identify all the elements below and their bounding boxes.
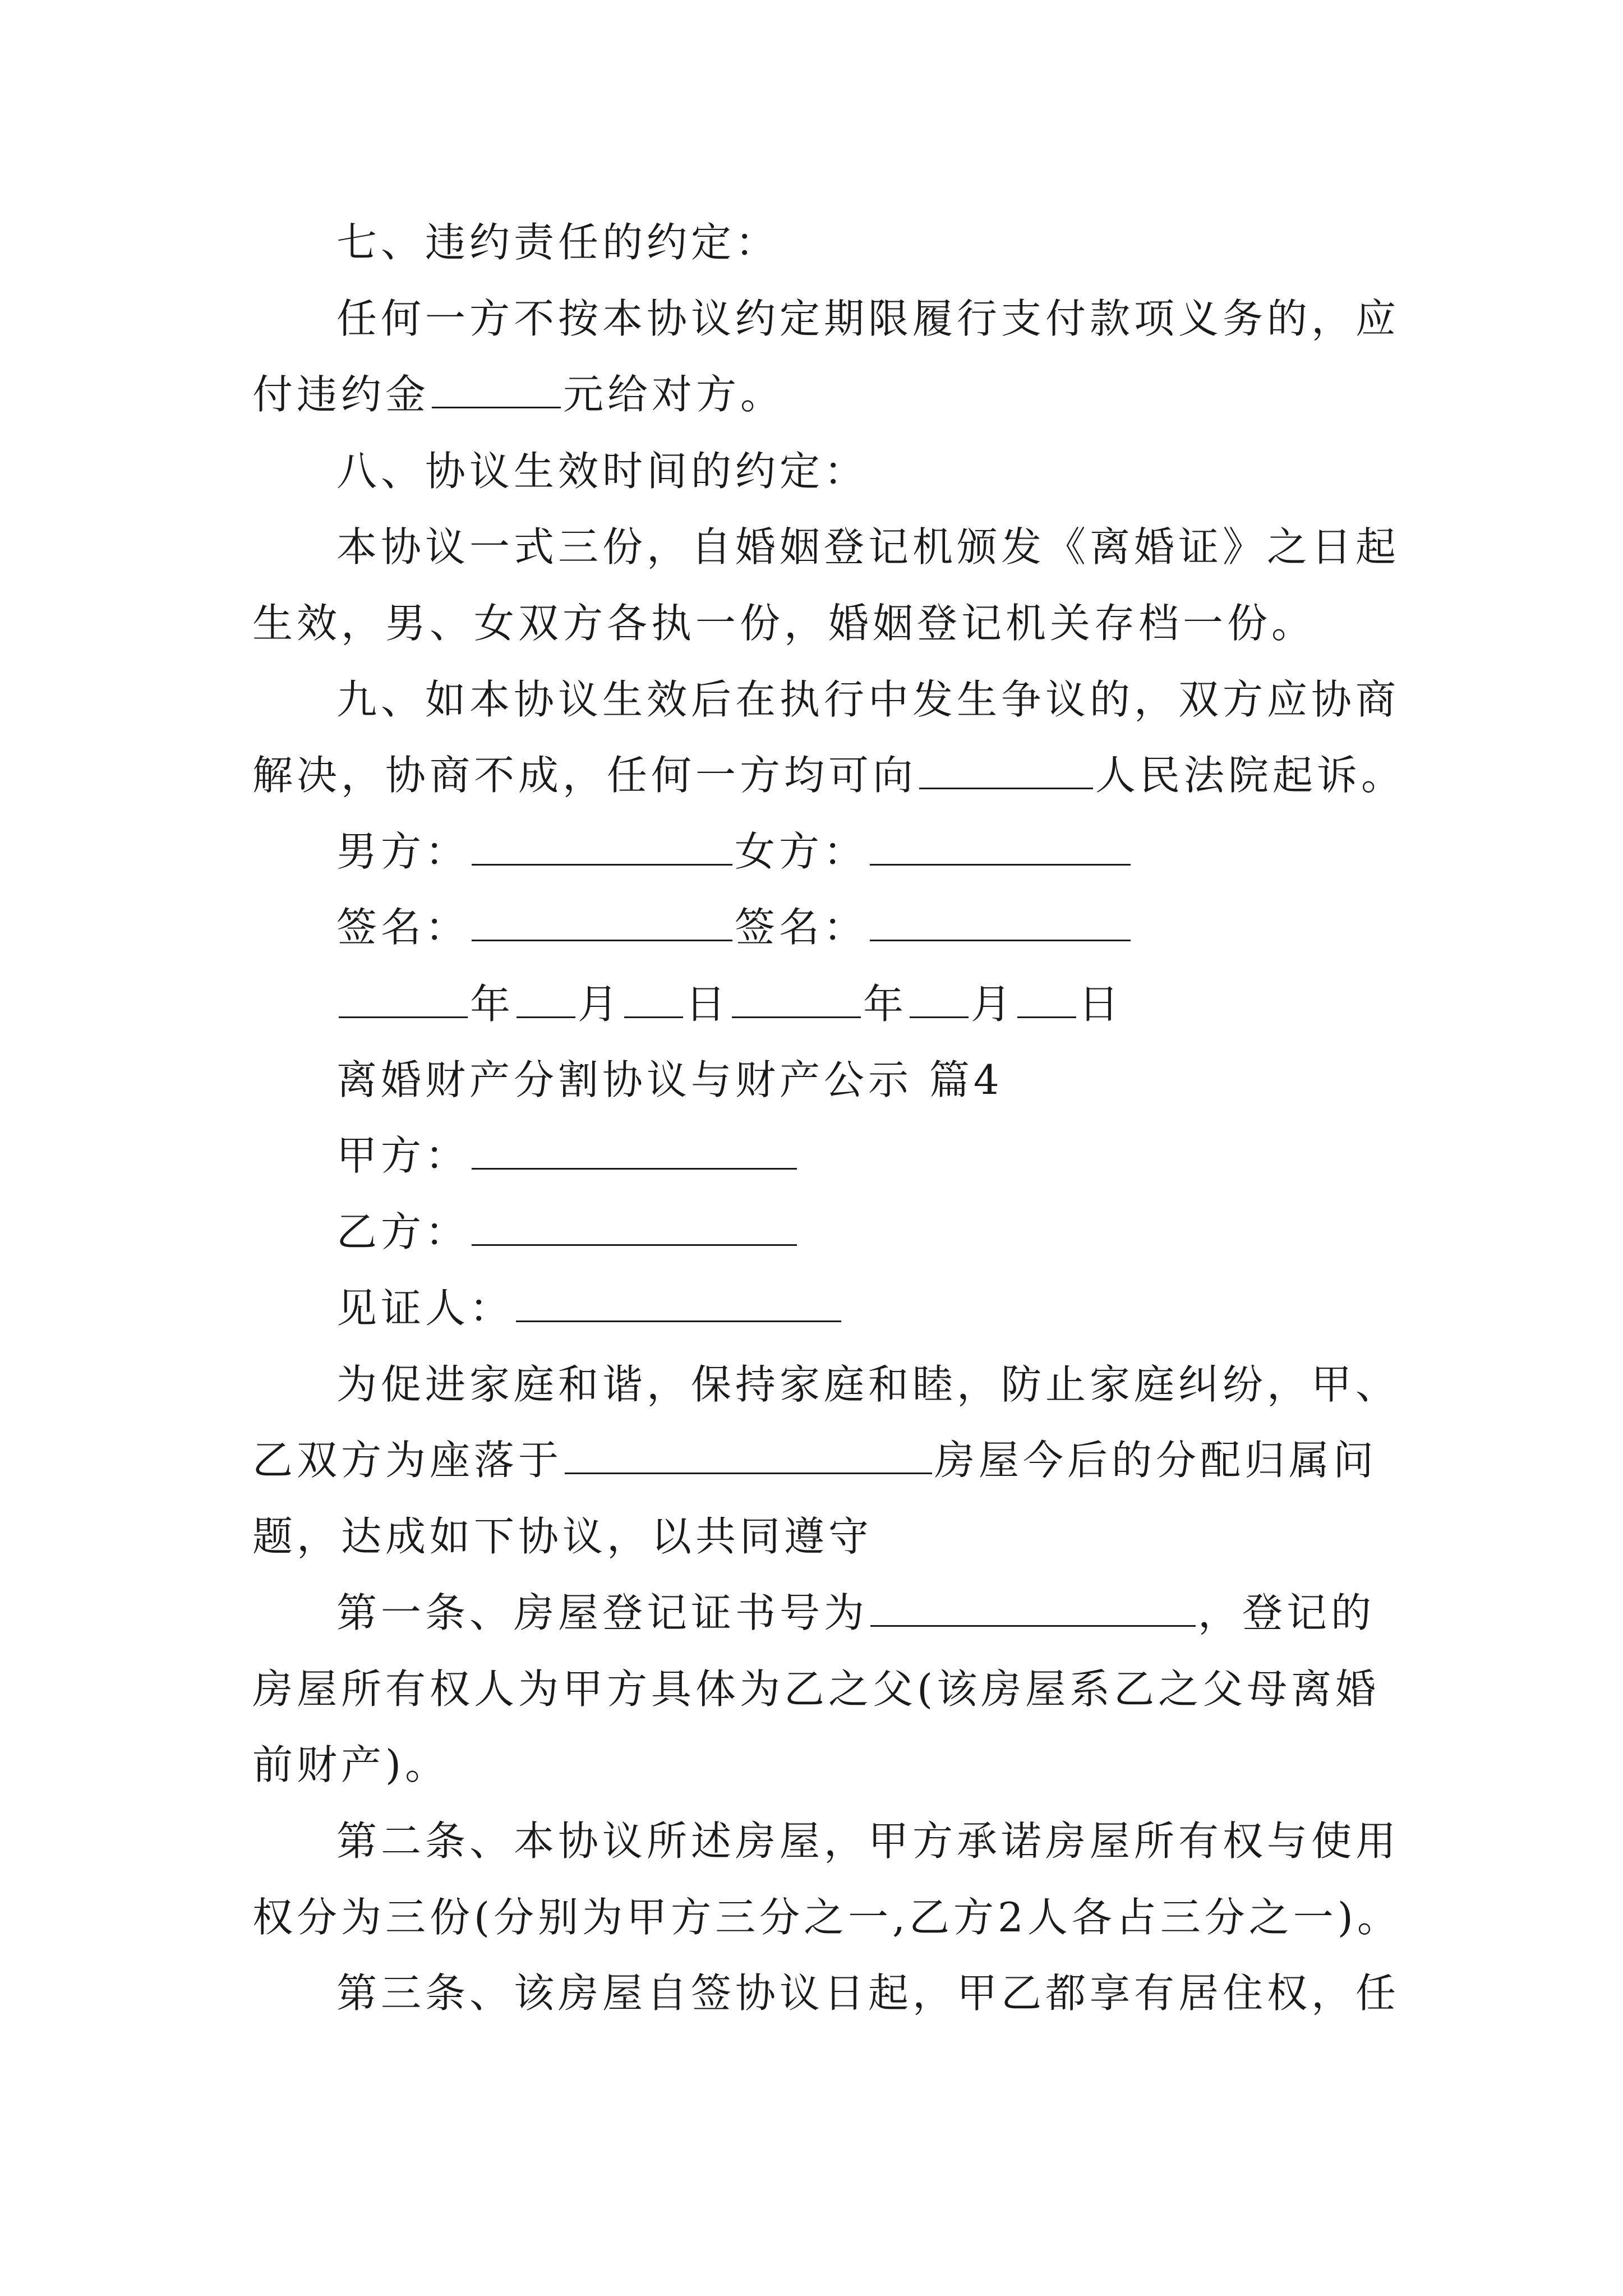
section-8-line-2-text: 生效，男、女双方各执一份，婚姻登记机关存档一份。 bbox=[252, 600, 1316, 647]
article-3-line-1-text: 第三条、该房屋自签协议日起，甲乙都享有居住权，任 bbox=[336, 1970, 1400, 2017]
party-a-blank bbox=[472, 1129, 797, 1170]
day-label-1: 日 bbox=[685, 981, 730, 1028]
section-8-heading bbox=[336, 443, 868, 499]
section-8-line-1-text: 本协议一式三份，自婚姻登记机颁发《离婚证》之日起 bbox=[336, 523, 1400, 570]
article-2-line-2 bbox=[252, 1889, 1401, 1945]
party-a-row bbox=[336, 1128, 799, 1184]
witness-row bbox=[336, 1280, 843, 1336]
month-blank-1 bbox=[517, 977, 575, 1018]
section-7-line-1 bbox=[336, 291, 1400, 347]
part-4-title-text: 离婚财产分割协议与财产公示 篇4 bbox=[336, 1056, 1003, 1103]
male-party-blank bbox=[472, 825, 732, 866]
intro-line-2-prefix: 乙双方为座落于 bbox=[252, 1437, 563, 1484]
section-9-line-2 bbox=[252, 747, 1405, 803]
section-7-line-2-prefix: 付违约金 bbox=[252, 371, 430, 418]
intro-line-2-suffix: 房屋今后的分配归属问 bbox=[934, 1437, 1378, 1484]
article-1-line-1 bbox=[336, 1585, 1375, 1641]
section-9-line-2-suffix: 人民法院起诉。 bbox=[1095, 752, 1406, 799]
party-b-label: 乙方： bbox=[336, 1208, 470, 1255]
article-1-line-2 bbox=[252, 1661, 1380, 1717]
section-7-heading-text: 七、违约责任的约定： bbox=[336, 219, 780, 266]
article-2-line-1-text: 第二条、本协议所述房屋，甲方承诺房屋所有权与使用 bbox=[336, 1818, 1400, 1865]
article-1-line-3-text: 前财产)。 bbox=[252, 1741, 450, 1788]
intro-line-2 bbox=[252, 1432, 1377, 1488]
article-1-line-3 bbox=[252, 1737, 449, 1793]
section-7-heading bbox=[336, 214, 780, 270]
article-2-line-1 bbox=[336, 1813, 1400, 1869]
sign-parties-row bbox=[336, 823, 1133, 880]
signature-blank-1 bbox=[472, 900, 732, 941]
section-8-line-1 bbox=[336, 519, 1400, 575]
article-1-line-1-suffix: ，登记的 bbox=[1198, 1589, 1376, 1636]
intro-line-3 bbox=[252, 1508, 873, 1565]
article-2-line-2-text: 权分为三份(分别为甲方三分之一,乙方2人各占三分之一)。 bbox=[252, 1894, 1401, 1941]
section-9-line-1-text: 九、如本协议生效后在执行中发生争议的，双方应协商 bbox=[336, 676, 1400, 723]
month-blank-2 bbox=[910, 977, 969, 1018]
section-7-line-2 bbox=[252, 366, 785, 422]
intro-line-3-text: 题，达成如下协议，以共同遵守 bbox=[252, 1513, 873, 1560]
month-label-2: 月 bbox=[971, 981, 1016, 1028]
party-b-row bbox=[336, 1204, 799, 1260]
day-blank-2 bbox=[1017, 977, 1076, 1018]
signature-label-1: 签名： bbox=[336, 904, 470, 951]
year-blank-1 bbox=[339, 977, 468, 1018]
intro-line-1-text: 为促进家庭和谐，保持家庭和睦，防止家庭纠纷，甲、 bbox=[336, 1361, 1400, 1408]
property-location-blank bbox=[565, 1433, 932, 1474]
section-9-line-1 bbox=[336, 671, 1400, 728]
signature-row bbox=[336, 899, 1133, 955]
day-label-2: 日 bbox=[1078, 981, 1123, 1028]
article-1-line-2-text: 房屋所有权人为甲方具体为乙之父(该房屋系乙之父母离婚 bbox=[252, 1665, 1380, 1713]
court-name-blank bbox=[919, 748, 1093, 789]
penalty-amount-blank bbox=[432, 367, 561, 408]
section-7-line-2-suffix: 元给对方。 bbox=[563, 371, 785, 418]
year-blank-2 bbox=[732, 977, 861, 1018]
section-8-heading-text: 八、协议生效时间的约定： bbox=[336, 448, 869, 495]
article-1-line-1-prefix: 第一条、房屋登记证书号为 bbox=[336, 1589, 869, 1636]
certificate-number-blank bbox=[870, 1586, 1196, 1627]
section-8-line-2 bbox=[252, 595, 1316, 651]
year-label-1: 年 bbox=[470, 981, 515, 1028]
date-row bbox=[336, 976, 1123, 1032]
article-3-line-1 bbox=[336, 1965, 1400, 2021]
signature-blank-2 bbox=[870, 900, 1131, 941]
male-party-label: 男方： bbox=[336, 828, 470, 875]
month-label-1: 月 bbox=[578, 981, 623, 1028]
section-9-line-2-prefix: 解决，协商不成，任何一方均可向 bbox=[252, 752, 917, 799]
part-4-title bbox=[336, 1052, 1003, 1108]
female-party-blank bbox=[870, 825, 1131, 866]
female-party-label: 女方： bbox=[735, 828, 868, 875]
party-b-blank bbox=[472, 1205, 797, 1246]
witness-label: 见证人： bbox=[336, 1285, 514, 1332]
intro-line-1 bbox=[336, 1356, 1400, 1412]
party-a-label: 甲方： bbox=[336, 1132, 470, 1179]
day-blank-1 bbox=[624, 977, 683, 1018]
witness-blank bbox=[516, 1281, 841, 1322]
year-label-2: 年 bbox=[863, 981, 908, 1028]
signature-label-2: 签名： bbox=[735, 904, 868, 951]
section-7-line-1-text: 任何一方不按本协议约定期限履行支付款项义务的，应 bbox=[336, 295, 1400, 342]
